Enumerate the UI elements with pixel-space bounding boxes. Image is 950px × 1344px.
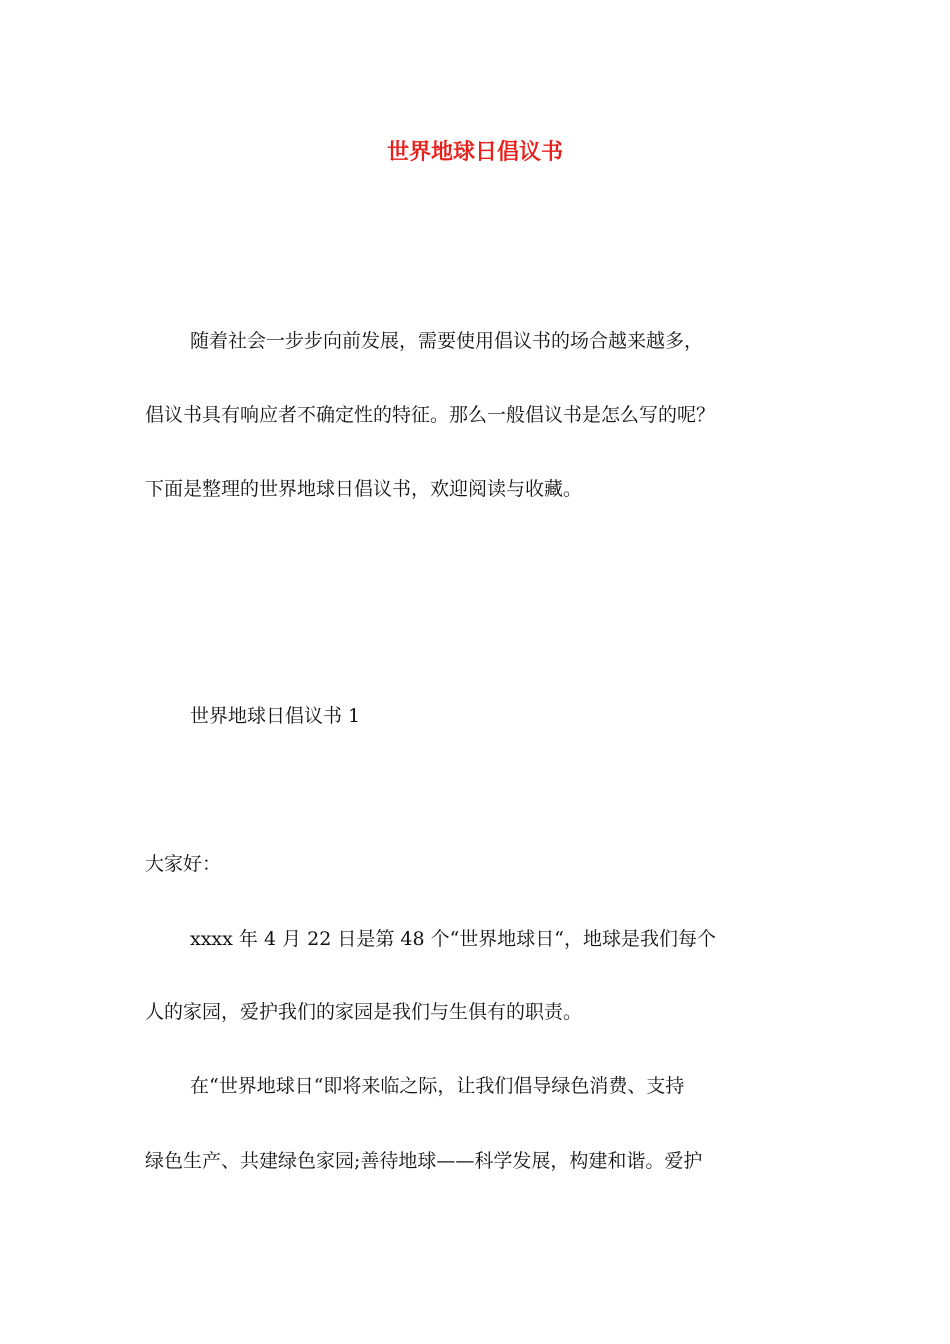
para1-line-2: 人的家园，爱护我们的家园是我们与生俱有的职责。 [145,1001,583,1023]
document-title: 世界地球日倡议书 [386,139,563,165]
intro-line-1: 随着社会一步步向前发展，需要使用倡议书的场合越来越多， [190,330,704,352]
intro-line-2: 倡议书具有响应者不确定性的特征。那么一般倡议书是怎么写的呢？ [145,404,716,426]
para1-line-1: xxxx 年 4 月 22 日是第 48 个“世界地球日“，地球是我们每个 [190,928,717,950]
section-heading: 世界地球日倡议书 1 [190,705,361,727]
greeting: 大家好： [145,853,222,875]
para2-line-1: 在“世界地球日“即将来临之际，让我们倡导绿色消费、支持 [190,1075,685,1097]
intro-line-3: 下面是整理的世界地球日倡议书，欢迎阅读与收藏。 [145,478,583,500]
para2-line-2: 绿色生产、共建绿色家园;善待地球——科学发展，构建和谐。爱护 [145,1150,703,1172]
